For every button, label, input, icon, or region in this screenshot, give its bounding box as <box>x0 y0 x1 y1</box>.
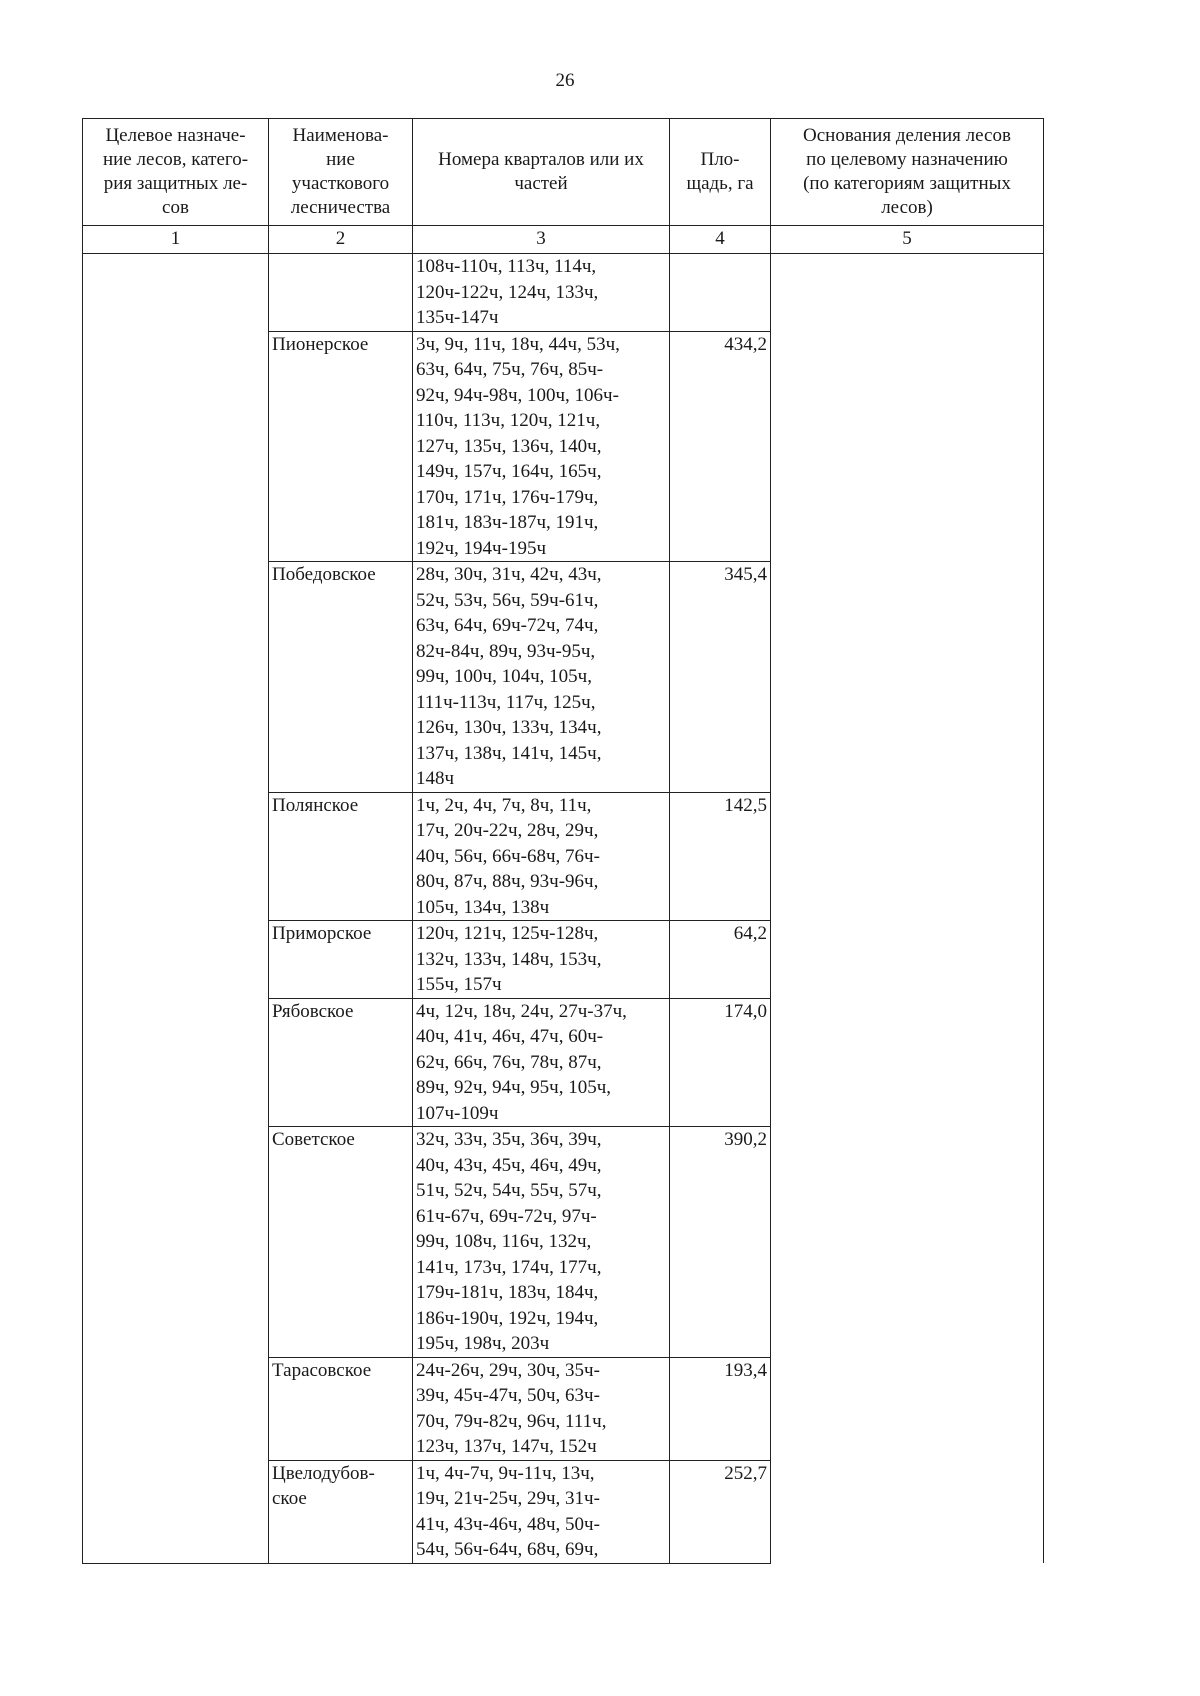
forestry-name: Тарасовское <box>269 1357 413 1460</box>
table-row <box>83 331 1044 562</box>
column-number: 2 <box>269 226 413 254</box>
basis-cell <box>771 921 1044 999</box>
purpose-cell <box>83 998 269 1127</box>
header-row <box>83 119 1044 226</box>
basis-cell <box>771 998 1044 1127</box>
area-value: 434,2 <box>670 331 771 562</box>
header-basis: Основания деления лесов по целевому назначению (по категориям защитных лесов) <box>771 119 1044 226</box>
quarter-numbers: 28ч, 30ч, 31ч, 42ч, 43ч, 52ч, 53ч, 56ч, 59ч-61ч, 63ч, 64ч, 69ч-72ч, 74ч, 82ч-84ч, 89ч, 93ч-95ч, 99ч, 100ч, 104ч, 105ч, 111ч-113ч, 117ч, 125ч, 126ч, 130ч, 133ч, 134ч, 137ч, 138ч, 141ч, 145ч, 148ч <box>413 562 670 793</box>
header-quarter-numbers: Номера кварталов или их частей <box>413 119 670 226</box>
basis-cell <box>771 792 1044 921</box>
area-value: 390,2 <box>670 1127 771 1358</box>
area-value <box>670 254 771 332</box>
area-value: 252,7 <box>670 1460 771 1563</box>
forestry-name: Пионерское <box>269 331 413 562</box>
basis-cell <box>771 254 1044 332</box>
table-row <box>83 998 1044 1127</box>
column-number: 3 <box>413 226 670 254</box>
table-row <box>83 1460 1044 1563</box>
area-value: 64,2 <box>670 921 771 999</box>
header-area: Пло- щадь, га <box>670 119 771 226</box>
table-row <box>83 562 1044 793</box>
purpose-cell <box>83 792 269 921</box>
forest-purpose-table <box>82 118 1044 1564</box>
forestry-name: Советское <box>269 1127 413 1358</box>
forestry-name <box>269 254 413 332</box>
basis-cell <box>771 1460 1044 1563</box>
header-forestry-name: Наименова- ние участкового лесничества <box>269 119 413 226</box>
page-number: 26 <box>555 70 575 91</box>
table-row <box>83 254 1044 332</box>
forestry-name: Приморское <box>269 921 413 999</box>
column-number-row <box>83 226 1044 254</box>
quarter-numbers: 108ч-110ч, 113ч, 114ч, 120ч-122ч, 124ч, 133ч, 135ч-147ч <box>413 254 670 332</box>
area-value: 174,0 <box>670 998 771 1127</box>
area-value: 345,4 <box>670 562 771 793</box>
purpose-cell <box>83 1127 269 1358</box>
quarter-numbers: 24ч-26ч, 29ч, 30ч, 35ч- 39ч, 45ч-47ч, 50ч, 63ч- 70ч, 79ч-82ч, 96ч, 111ч, 123ч, 137ч, 147ч, 152ч <box>413 1357 670 1460</box>
column-number: 1 <box>83 226 269 254</box>
purpose-cell <box>83 331 269 562</box>
basis-cell <box>771 331 1044 562</box>
quarter-numbers: 32ч, 33ч, 35ч, 36ч, 39ч, 40ч, 43ч, 45ч, 46ч, 49ч, 51ч, 52ч, 54ч, 55ч, 57ч, 61ч-67ч, 69ч-72ч, 97ч- 99ч, 108ч, 116ч, 132ч, 141ч, 173ч, 174ч, 177ч, 179ч-181ч, 183ч, 184ч, 186ч-190ч, 192ч, 194ч, 195ч, 198ч, 203ч <box>413 1127 670 1358</box>
quarter-numbers: 1ч, 2ч, 4ч, 7ч, 8ч, 11ч, 17ч, 20ч-22ч, 28ч, 29ч, 40ч, 56ч, 66ч-68ч, 76ч- 80ч, 87ч, 88ч, 93ч-96ч, 105ч, 134ч, 138ч <box>413 792 670 921</box>
purpose-cell <box>83 562 269 793</box>
basis-cell <box>771 1357 1044 1460</box>
purpose-cell <box>83 254 269 332</box>
table-row <box>83 792 1044 921</box>
area-value: 193,4 <box>670 1357 771 1460</box>
table-row <box>83 1127 1044 1358</box>
column-number: 5 <box>771 226 1044 254</box>
quarter-numbers: 120ч, 121ч, 125ч-128ч, 132ч, 133ч, 148ч, 153ч, 155ч, 157ч <box>413 921 670 999</box>
quarter-numbers: 3ч, 9ч, 11ч, 18ч, 44ч, 53ч, 63ч, 64ч, 75ч, 76ч, 85ч- 92ч, 94ч-98ч, 100ч, 106ч- 110ч, 113ч, 120ч, 121ч, 127ч, 135ч, 136ч, 140ч, 149ч, 157ч, 164ч, 165ч, 170ч, 171ч, 176ч-179ч, 181ч, 183ч-187ч, 191ч, 192ч, 194ч-195ч <box>413 331 670 562</box>
quarter-numbers: 4ч, 12ч, 18ч, 24ч, 27ч-37ч, 40ч, 41ч, 46ч, 47ч, 60ч- 62ч, 66ч, 76ч, 78ч, 87ч, 89ч, 92ч, 94ч, 95ч, 105ч, 107ч-109ч <box>413 998 670 1127</box>
table-row <box>83 921 1044 999</box>
forestry-name: Цвелодубов- ское <box>269 1460 413 1563</box>
purpose-cell <box>83 1460 269 1563</box>
forestry-name: Победовское <box>269 562 413 793</box>
table-row <box>83 1357 1044 1460</box>
area-value: 142,5 <box>670 792 771 921</box>
quarter-numbers: 1ч, 4ч-7ч, 9ч-11ч, 13ч, 19ч, 21ч-25ч, 29ч, 31ч- 41ч, 43ч-46ч, 48ч, 50ч- 54ч, 56ч-64ч, 68ч, 69ч, <box>413 1460 670 1563</box>
basis-cell <box>771 562 1044 793</box>
forestry-name: Рябовское <box>269 998 413 1127</box>
header-purpose: Целевое назначе- ние лесов, катего- рия защитных ле- сов <box>83 119 269 226</box>
basis-cell <box>771 1127 1044 1358</box>
purpose-cell <box>83 1357 269 1460</box>
column-number: 4 <box>670 226 771 254</box>
forestry-name: Полянское <box>269 792 413 921</box>
purpose-cell <box>83 921 269 999</box>
